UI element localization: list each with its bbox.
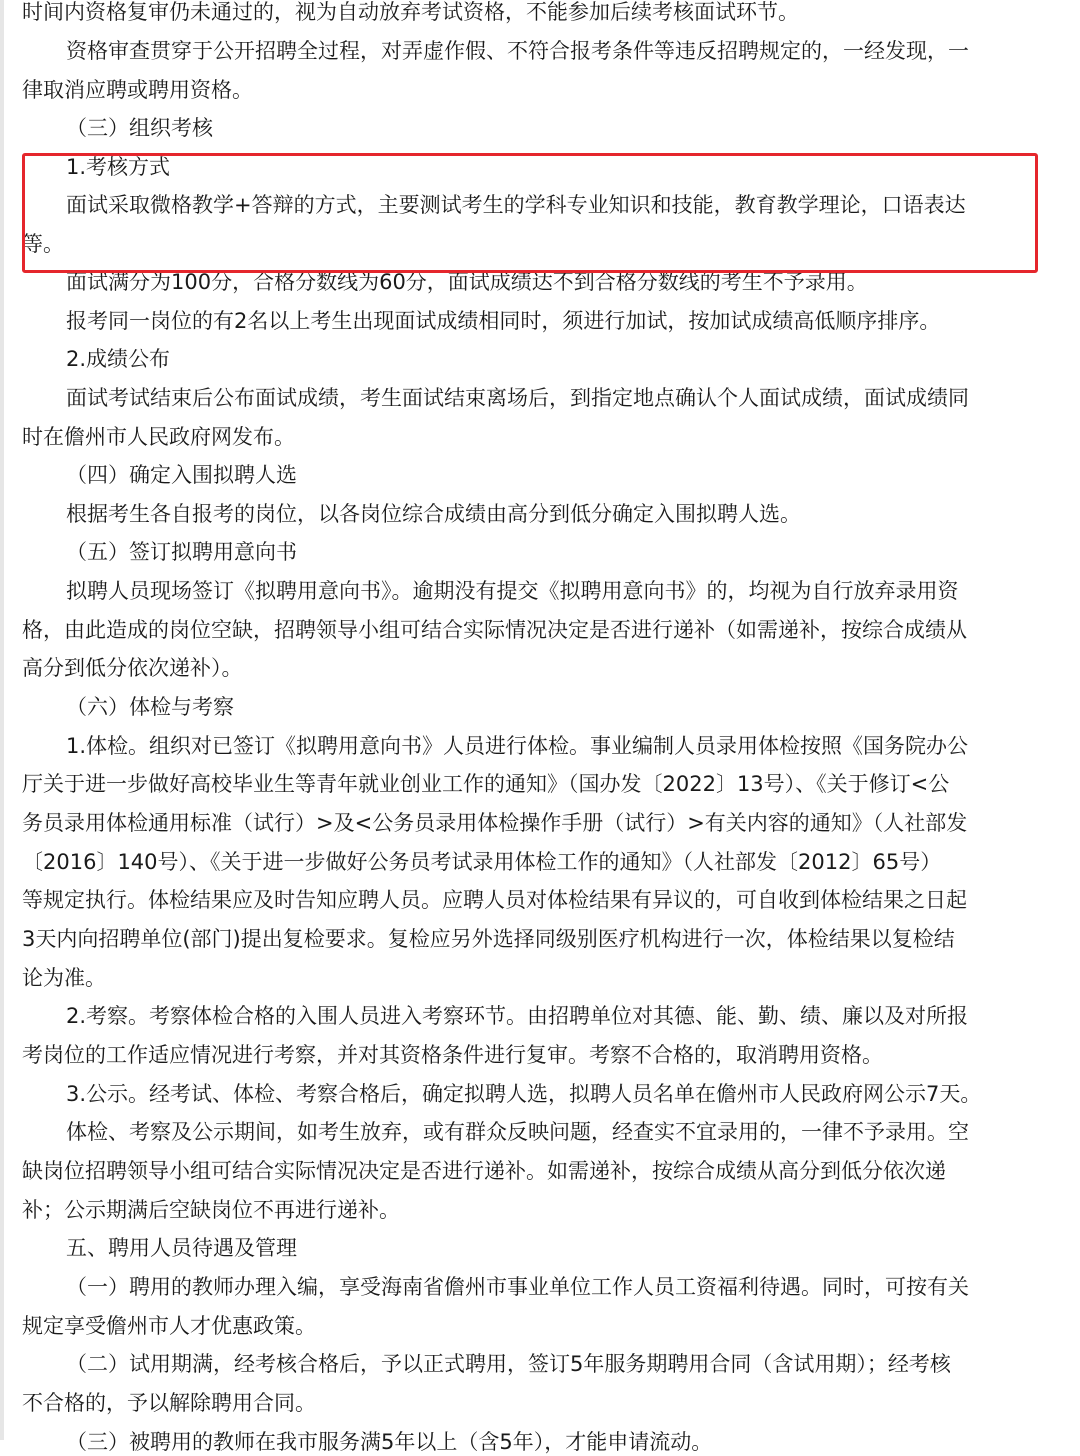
text-line: 面试满分为100分，合格分数线为60分，面试成绩达不到合格分数线的考生不予录用。 — [66, 270, 868, 294]
text-line: 论为准。 — [22, 966, 106, 990]
text-line: 时间内资格复审仍未通过的，视为自动放弃考试资格，不能参加后续考核面试环节。 — [22, 0, 799, 24]
text-line: 〔2016〕140号）、《关于进一步做好公务员考试录用体检工作的通知》（人社部发〔2012〕65号） — [22, 850, 942, 874]
text-line: 等。 — [22, 232, 64, 256]
subsection-heading: 2.成绩公布 — [66, 347, 171, 371]
text-line: 3.公示。经考试、体检、考察合格后，确定拟聘人选，拟聘人员名单在儋州市人民政府网公示7天。 — [66, 1082, 982, 1106]
text-line: 时在儋州市人民政府网发布。 — [22, 425, 295, 449]
text-line: 格，由此造成的岗位空缺，招聘领导小组可结合实际情况决定是否进行递补（如需递补，按综合成绩从 — [22, 618, 967, 642]
text-line: 拟聘人员现场签订《拟聘用意向书》。逾期没有提交《拟聘用意向书》的，均视为自行放弃录用资 — [66, 579, 959, 603]
text-line: 等规定执行。体检结果应及时告知应聘人员。应聘人员对体检结果有异议的，可自收到体检结果之日起 — [22, 888, 967, 912]
page-left-border — [0, 0, 4, 1440]
chapter-heading: 五、聘用人员待遇及管理 — [66, 1236, 297, 1260]
text-line: 报考同一岗位的有2名以上考生出现面试成绩相同时，须进行加试，按加试成绩高低顺序排序。 — [66, 309, 941, 333]
text-line: 面试采取微格教学+答辩的方式，主要测试考生的学科专业知识和技能，教育教学理论，口语表达 — [66, 193, 966, 217]
text-line: 资格审查贯穿于公开招聘全过程，对弄虚作假、不符合报考条件等违反招聘规定的，一经发现，一 — [66, 39, 969, 63]
text-line: 不合格的，予以解除聘用合同。 — [22, 1391, 316, 1415]
text-line: （三）被聘用的教师在我市服务满5年以上（含5年），才能申请流动。 — [66, 1430, 713, 1454]
section-heading: （五）签订拟聘用意向书 — [66, 540, 297, 564]
text-line: 厅关于进一步做好高校毕业生等青年就业创业工作的通知》（国办发〔2022〕13号）、《关于修订<公 — [22, 772, 950, 796]
text-line: （一）聘用的教师办理入编，享受海南省儋州市事业单位工作人员工资福利待遇。同时，可按有关 — [66, 1275, 969, 1299]
text-line: 考岗位的工作适应情况进行考察，并对其资格条件进行复审。考察不合格的，取消聘用资格。 — [22, 1043, 883, 1067]
subsection-heading: 1.考核方式 — [66, 155, 171, 179]
text-line: 3天内向招聘单位(部门)提出复检要求。复检应另外选择同级别医疗机构进行一次，体检结果以复检结 — [22, 927, 955, 951]
section-heading: （六）体检与考察 — [66, 695, 234, 719]
text-line: 2.考察。考察体检合格的入围人员进入考察环节。由招聘单位对其德、能、勤、绩、廉以及对所报 — [66, 1004, 969, 1028]
text-line: 根据考生各自报考的岗位，以各岗位综合成绩由高分到低分确定入围拟聘人选。 — [66, 502, 801, 526]
text-line: 律取消应聘或聘用资格。 — [22, 78, 253, 102]
text-line: 面试考试结束后公布面试成绩，考生面试结束离场后，到指定地点确认个人面试成绩，面试成绩同 — [66, 386, 969, 410]
text-line: 体检、考察及公示期间，如考生放弃，或有群众反映问题，经查实不宜录用的，一律不予录用。空 — [66, 1120, 969, 1144]
text-line: 缺岗位招聘领导小组可结合实际情况决定是否进行递补。如需递补，按综合成绩从高分到低分依次递 — [22, 1159, 946, 1183]
section-heading: （三）组织考核 — [66, 116, 213, 140]
text-line: 补；公示期满后空缺岗位不再进行递补。 — [22, 1198, 400, 1222]
text-line: 规定享受儋州市人才优惠政策。 — [22, 1314, 316, 1338]
text-line: 高分到低分依次递补）。 — [22, 656, 243, 680]
text-line: 务员录用体检通用标准（试行）>及<公务员录用体检操作手册（试行）>有关内容的通知》（人社部发 — [22, 811, 968, 835]
section-heading: （四）确定入围拟聘人选 — [66, 463, 297, 487]
text-line: 1.体检。组织对已签订《拟聘用意向书》人员进行体检。事业编制人员录用体检按照《国务院办公 — [66, 734, 969, 758]
text-line: （二）试用期满，经考核合格后，予以正式聘用，签订5年服务期聘用合同（含试用期）；经考核 — [66, 1352, 951, 1376]
